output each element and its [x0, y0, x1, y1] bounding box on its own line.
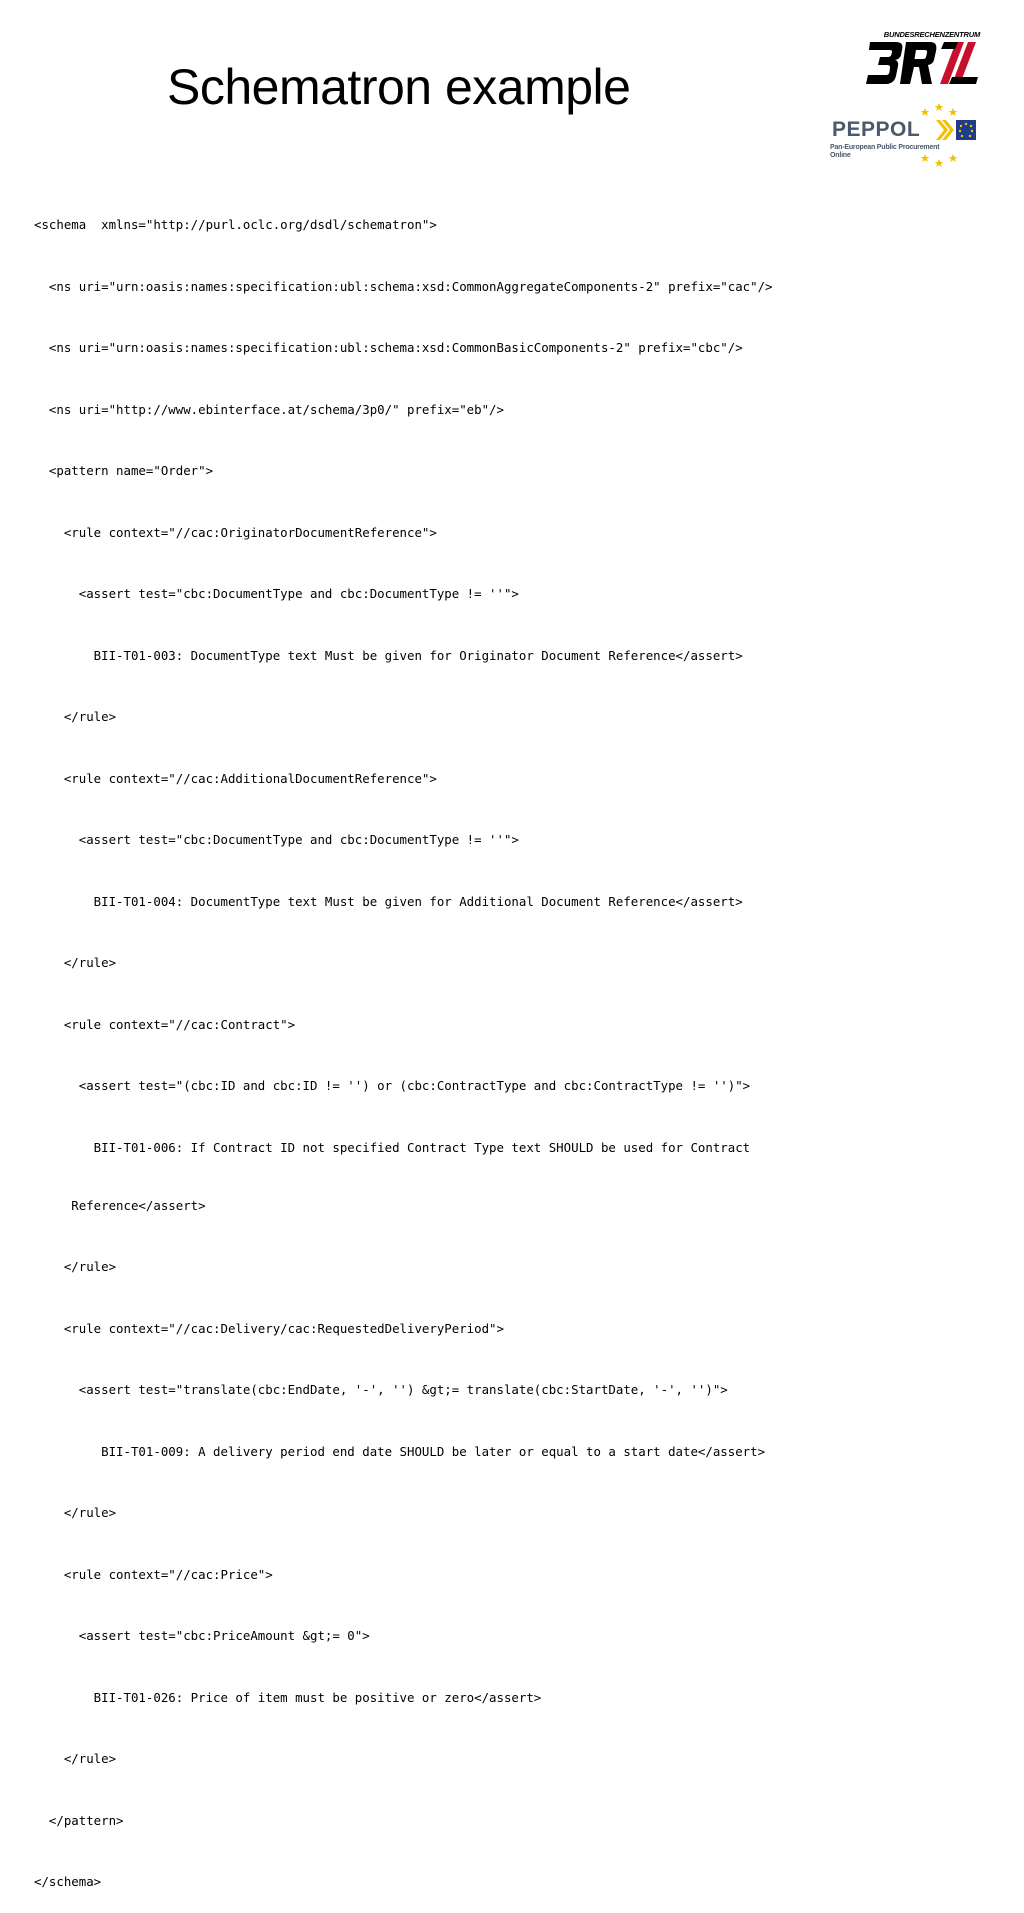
code-line: <schema xmlns="http://purl.oclc.org/dsdl/schematron">	[34, 217, 437, 232]
code-line: BII-T01-009: A delivery period end date SHOULD be later or equal to a start date</assert>	[34, 1443, 766, 1459]
code-line: </schema>	[34, 1874, 102, 1889]
code-line: </rule>	[34, 1259, 117, 1274]
code-line: BII-T01-026: Price of item must be positive or zero</assert>	[34, 1689, 542, 1705]
brz-logo-mark	[866, 30, 980, 90]
code-line: </rule>	[34, 1751, 117, 1766]
brz-logo-caption: BUNDESRECHENZENTRUM	[883, 30, 980, 39]
code-line: BII-T01-004: DocumentType text Must be given for Additional Document Reference</assert>	[34, 893, 743, 909]
peppol-logo-tagline: Pan-European Public Procurement	[830, 144, 940, 151]
code-line: <rule context="//cac:OriginatorDocumentReference">	[34, 524, 437, 540]
code-line: </rule>	[34, 955, 117, 970]
code-line: <assert test="translate(cbc:EndDate, '-', '') &gt;= translate(cbc:StartDate, '-', '')">	[34, 1382, 728, 1397]
code-line: <rule context="//cac:Contract">	[34, 1016, 296, 1032]
peppol-logo	[830, 100, 980, 170]
code-line: <assert test="cbc:DocumentType and cbc:DocumentType != ''">	[34, 586, 519, 601]
code-line: <rule context="//cac:Delivery/cac:RequestedDeliveryPeriod">	[34, 1320, 504, 1336]
schematron-code-block	[34, 174, 934, 1913]
code-line: </pattern>	[34, 1812, 124, 1828]
code-line: BII-T01-003: DocumentType text Must be given for Originator Document Reference</assert>	[34, 647, 743, 663]
code-line: <ns uri="urn:oasis:names:specification:ubl:schema:xsd:CommonAggregateComponents-2" prefix="cac"/>	[34, 278, 773, 294]
code-line: BII-T01-006: If Contract ID not specified Contract Type text SHOULD be used for Contract	[34, 1139, 751, 1155]
peppol-logo-name: PEPPOL	[832, 118, 921, 141]
code-line: <assert test="(cbc:ID and cbc:ID != '') or (cbc:ContractType and cbc:ContractType != '')">	[34, 1078, 751, 1093]
code-line: <ns uri="urn:oasis:names:specification:ubl:schema:xsd:CommonBasicComponents-2" prefix="cbc"/>	[34, 340, 743, 355]
code-line: <rule context="//cac:AdditionalDocumentReference">	[34, 770, 437, 786]
code-line: Reference</assert>	[34, 1197, 206, 1213]
peppol-logo-tagline-2: Online	[830, 152, 851, 159]
code-line: <assert test="cbc:DocumentType and cbc:DocumentType != ''">	[34, 832, 519, 847]
code-line: <ns uri="http://www.ebinterface.at/schema/3p0/" prefix="eb"/>	[34, 401, 504, 417]
code-line: </rule>	[34, 1505, 117, 1520]
brz-logo	[866, 30, 980, 90]
slide-title: Schematron example	[167, 59, 631, 115]
code-line: <rule context="//cac:Price">	[34, 1566, 273, 1582]
code-line: <pattern name="Order">	[34, 463, 214, 478]
code-line: <assert test="cbc:PriceAmount &gt;= 0">	[34, 1628, 370, 1643]
code-line: </rule>	[34, 709, 117, 724]
